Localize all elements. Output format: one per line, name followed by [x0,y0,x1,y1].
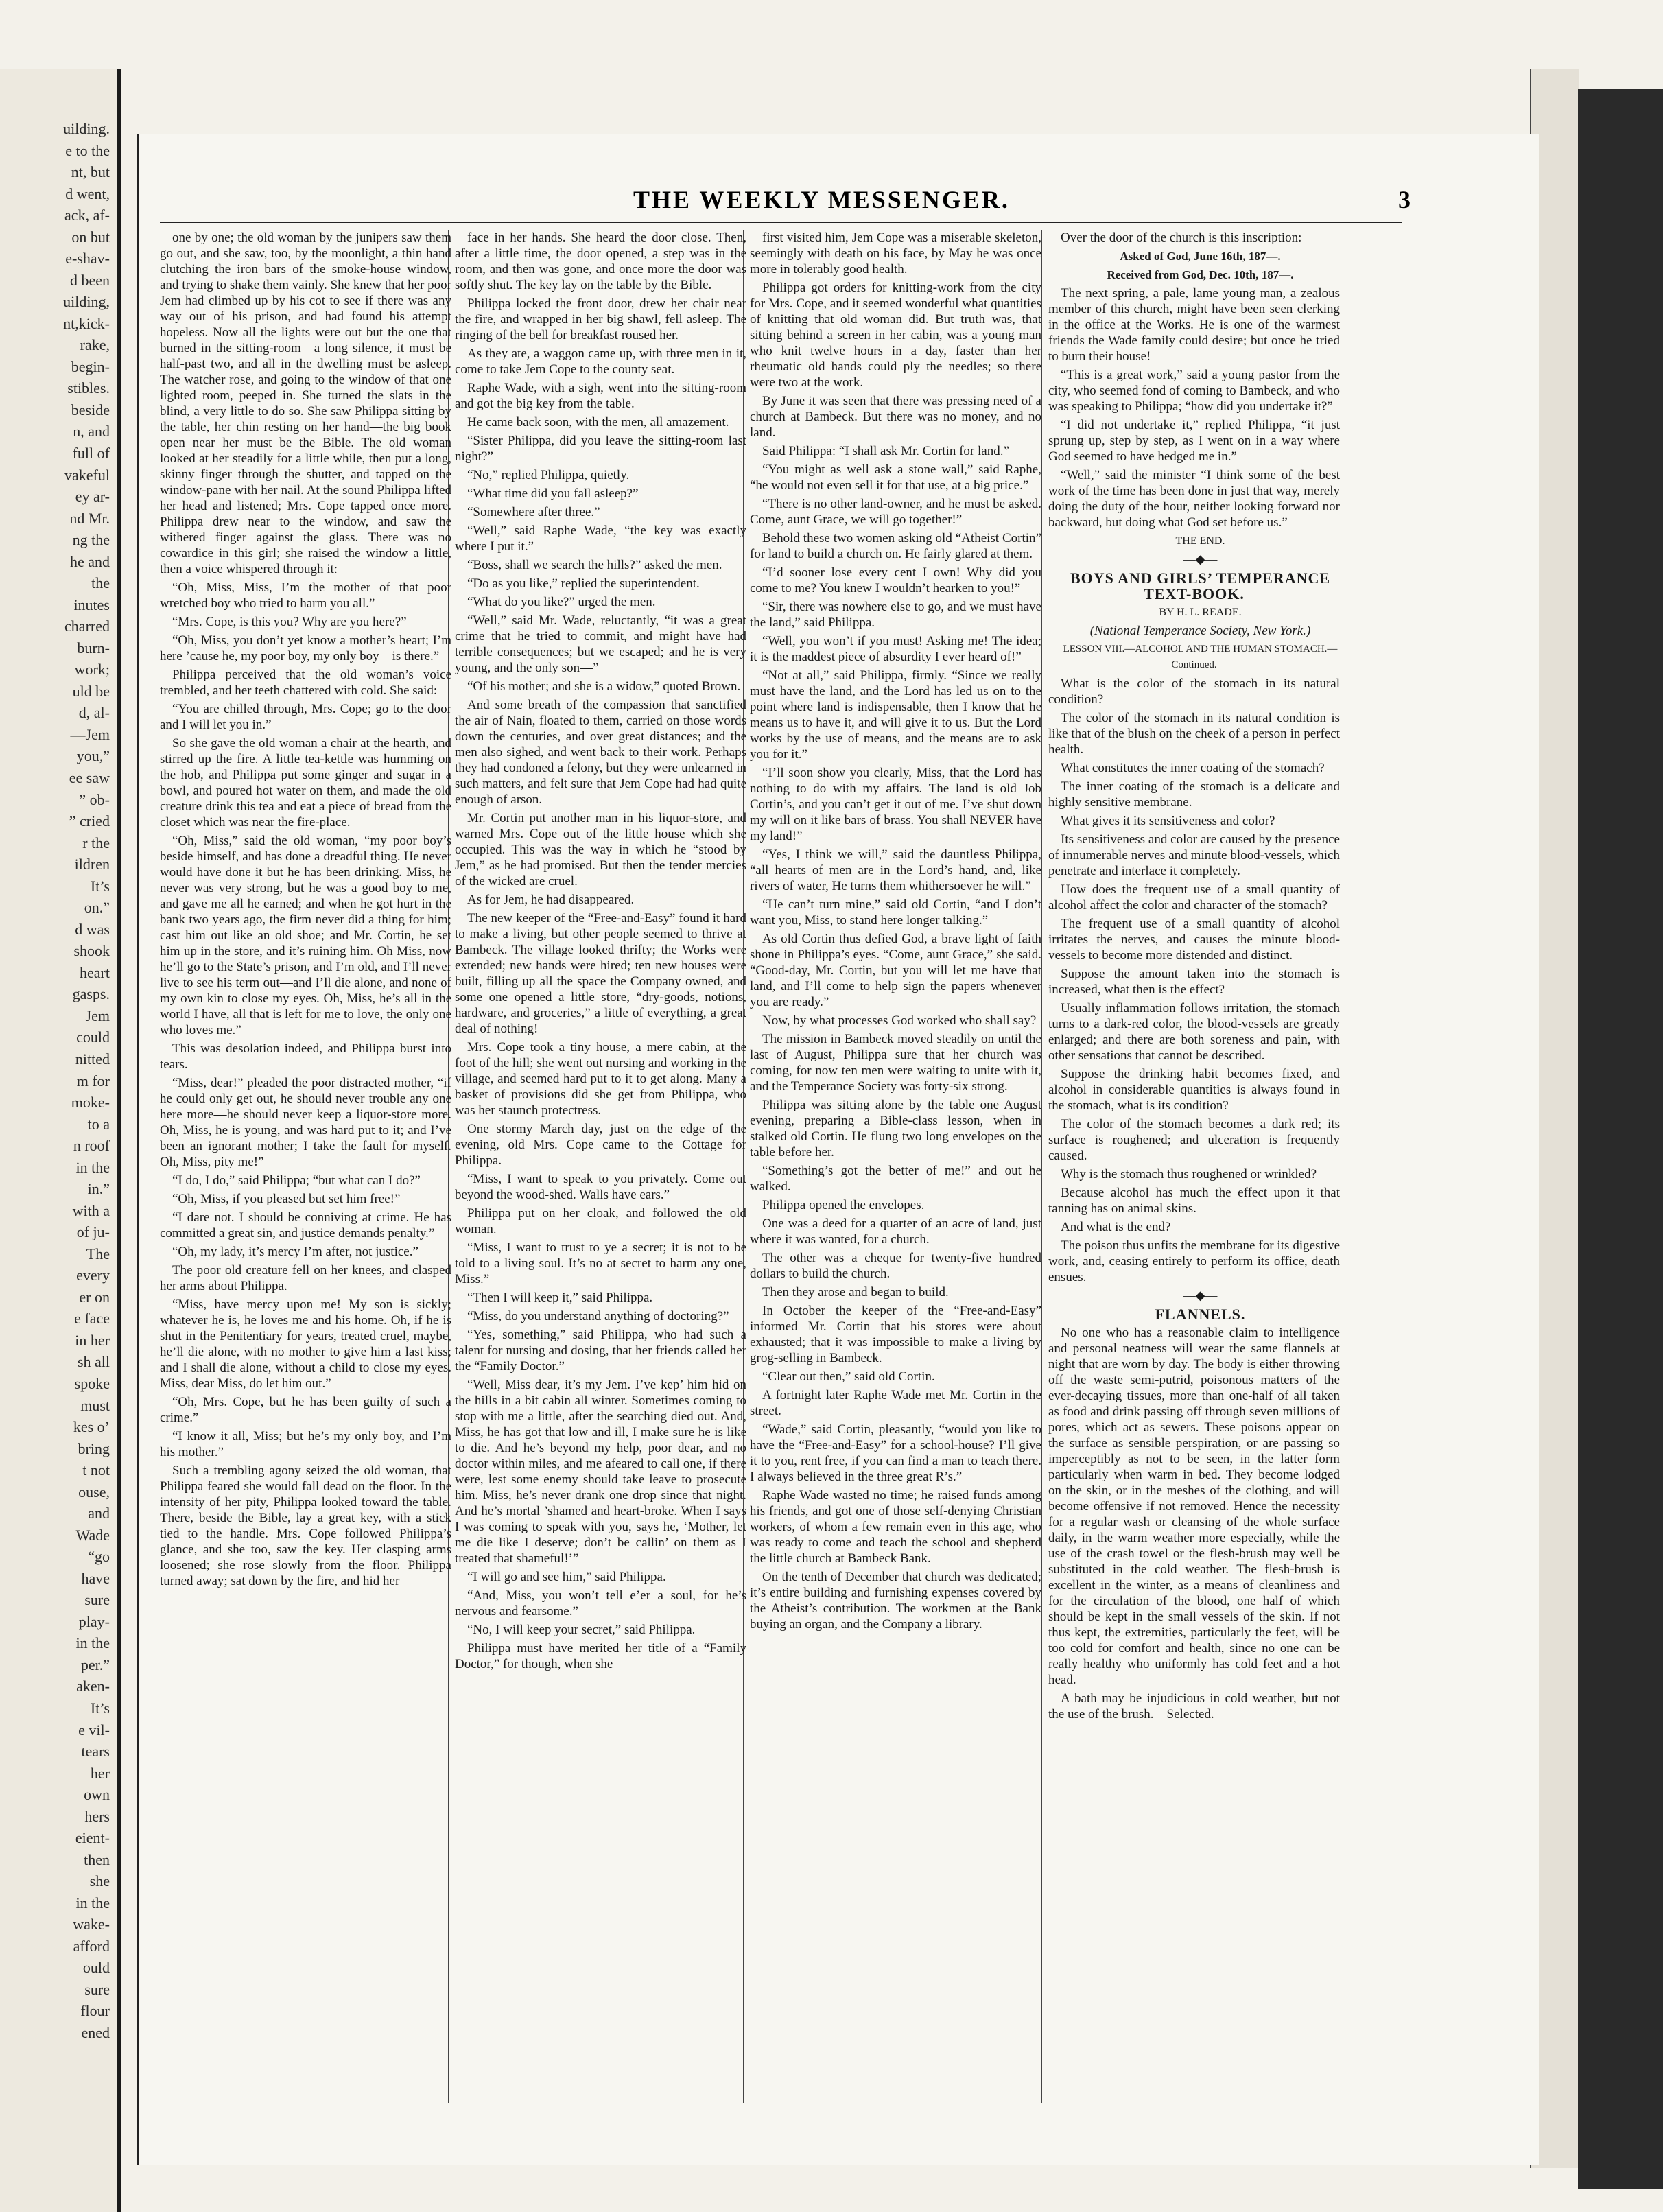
paragraph: Philippa must have merited her title of a “Family Doctor,” for though, when she [455,1641,746,1671]
paragraph: The next spring, a pale, lame young man, a zealous member of this church, might have been seen clerking in the office at the Works. He is one of the warmest friends the Wade family could desire; but once he tried to burn their house! [1048,286,1340,364]
paragraph: He came back soon, with the men, all amazement. [467,415,729,430]
strip-word: and [88,1505,110,1522]
paragraph: What gives it its sensitiveness and color? [1061,814,1275,828]
paragraph: The mission in Bambeck moved steadily on until the last of August, Philippa sure that her church was coming, for now ten men were waiting to unite with it, and the Temperance Society was forty-six strong. [750,1032,1041,1094]
strip-word: wake- [73,1916,110,1933]
strip-word: afford [73,1938,110,1955]
strip-word: It’s [90,878,110,895]
paragraph: “Not at all,” said Philippa, firmly. “Since we really must have the land, and the Lord has led us on to the point where land is indispensable, then I know that he means us to have it, and will give it to us. But the Lord works by the use of means, and the means are to ask you for it.” [750,668,1041,762]
paragraph: “Then I will keep it,” said Philippa. [467,1291,653,1305]
masthead [139,185,1539,213]
strip-word: the [91,574,110,591]
strip-word: to a [87,1116,110,1133]
strip-word: she [89,1872,110,1890]
strip-word: in.” [87,1180,110,1197]
strip-word: d, al- [78,704,110,721]
strip-word: play- [78,1613,110,1630]
paragraph: A fortnight later Raphe Wade met Mr. Cortin in the street. [750,1388,1041,1418]
strip-word: bring [78,1440,110,1457]
paragraph: “I dare not. I should be conniving at crime. He has committed a great sin, and justice demands penalty.” [160,1210,451,1240]
strip-word: tears [81,1743,110,1760]
paragraph: The poor old creature fell on her knees, and clasped her arms about Philippa. [160,1263,451,1293]
paragraph: “I’ll soon show you clearly, Miss, that the Lord has nothing to do with my affairs. The land is old Job Cortin’s, and you can’t get it out of me. I’ve shut down my will on it like bars of brass. You shall NEVER have my land!” [750,766,1041,843]
strip-word: It’s [90,1699,110,1717]
paragraph: “You might as well ask a stone wall,” said Raphe, “he would not even sell it for that use, at a big price.” [750,462,1041,493]
paragraph: “What time did you fall asleep?” [467,486,639,501]
paragraph: As they ate, a waggon came up, with three men in it, come to take Jem Cope to the county seat. [455,346,746,377]
paragraph: As old Cortin thus defied God, a brave light of faith shone in Philippa’s eyes. “Come, aunt Grace,” she said. “Good-day, Mr. Cortin, but you will let me have that land, and I’ll come to help sign the papers whenever you are ready.” [750,932,1041,1009]
paragraph: “Mrs. Cope, is this you? Why are you here?” [172,615,407,629]
strip-word: nd Mr. [69,510,110,527]
ornament-divider: —◆— [1183,552,1218,566]
strip-word: t not [82,1461,110,1479]
paragraph: “Miss, have mercy upon me! My son is sickly; whatever he is, he loves me and his home. Oh, if he is shut in the Penitentiary for years, treated cruel, maybe, he’ll die alone, with no mother to give him a last kiss; and I shall die alone, without a child to close my eyes. Miss, dear Miss, do let him out.” [160,1297,451,1391]
paragraph: “Sir, there was nowhere else to go, and we must have the land,” said Philippa. [750,600,1041,630]
paragraph: Suppose the amount taken into the stomach is increased, what then is the effect? [1048,967,1340,997]
paragraph: Over the door of the church is this inscription: [1061,231,1302,245]
paragraph: “I know it all, Miss; but he’s my only boy, and I’m his mother.” [160,1429,451,1459]
paragraph: On the tenth of December that church was dedicated; it’s entire building and furnishing expenses covered by the Atheist’s contribution. The workmen at the Bank buying an organ, and the Company a library. [750,1570,1041,1632]
strip-word: ” ob- [79,791,110,808]
strip-word: Wade [75,1527,110,1544]
strip-word: every [76,1267,110,1284]
strip-word: nt,kick- [63,315,110,332]
newspaper-title: THE WEEKLY MESSENGER. [633,186,1010,213]
temperance-text [1048,676,1340,1285]
paragraph: One stormy March day, just on the edge of the evening, old Mrs. Cope came to the Cottage for Philippa. [455,1122,746,1168]
paragraph: “I will go and see him,” said Philippa. [467,1570,666,1584]
strip-word: “go [88,1548,110,1565]
strip-word: Jem [85,1007,110,1024]
paragraph: “This is a great work,” said a young pastor from the city, who seemed fond of coming to Bambeck, and who was speaking to Philippa; “how did you undertake it?” [1048,368,1340,414]
paragraph: This was desolation indeed, and Philippa burst into tears. [160,1042,451,1072]
strip-word: e vil- [78,1721,110,1739]
strip-word: in the [75,1894,110,1911]
temperance-source: (National Temperance Society, New York.) [1089,624,1311,638]
paragraph: So she gave the old woman a chair at the hearth, and stirred up the fire. A little tea-kettle was humming on the hob, and Philippa put some ginger and sugar in a bowl, and poured hot water on them, and made the old creature drink this tea and eat a piece of bread from the closet which was near the fire-place. [160,736,451,830]
paragraph: “Well, Miss dear, it’s my Jem. I’ve kep’ him hid on the hills in a bit cabin all winter. Sometimes coming to stop with me a little, after the searching died out. And, Miss, he has got that low and ill, I make sure he is like to die. And he’s beyond my help, poor dear, and no doctor within miles, and me afeared to call one, if there were, lest some enemy should take leave to prosecute him. Miss, he’s never drank one drop since that night. And he’s mortal ’shamed and heart-broke. When I says I was coming to speak with you, says he, ‘Mother, let me die like I deserve; don’t be callin’ on them as I treated that shameful!’” [455,1378,746,1566]
paragraph: The poison thus unfits the membrane for its digestive work, and, ceasing entirely to perform its office, death ensues. [1048,1238,1340,1284]
strip-word: er on [79,1289,110,1306]
paragraph: What is the color of the stomach in its natural condition? [1048,676,1340,707]
inscription-line-2: Received from God, Dec. 10th, 187—. [1107,268,1294,281]
paragraph: “Clear out then,” said old Cortin. [762,1369,935,1384]
strip-word: stibles. [67,379,110,397]
strip-word: moke- [71,1094,110,1111]
strip-word: sh all [77,1353,110,1370]
newspaper-page [137,134,1539,2165]
paragraph: “Well, you won’t if you must! Asking me! The idea; it is the maddest piece of absurdity I ever heard of!” [750,634,1041,664]
paragraph: “Oh, Miss, if you pleased but set him free!” [172,1192,401,1206]
strip-word: then [84,1851,110,1868]
paragraph: “Do as you like,” replied the superintendent. [467,576,700,591]
strip-word: sure [84,1591,110,1608]
strip-word: own [84,1786,110,1803]
paragraph: “I’d sooner lose every cent I own! Why did you come to me? You knew I wouldn’t hearken to you!” [750,565,1041,596]
strip-word: d been [69,272,110,289]
strip-word: kes o’ [73,1418,110,1435]
strip-word: on.” [84,899,110,916]
strip-word: ouse, [78,1483,110,1501]
paragraph: “Oh, Miss,” said the old woman, “my poor boy’s beside himself, and has done a dreadful thing. He never would have done it but he has been drinking. Miss, he never was very strong, but he was a good boy to me, and gave me all he earned; and when he got hurt in the bank two years ago, the firm never did a thing for him; cast him out like an old shoe; and Mr. Cortin, he set him up in the store, and it’s ruining him. Oh Miss, now he’ll go to the State’s prison, and I’m old, and I’ll never live to see his term out—and I’ll die alone, and none of my own kin to close my eyes. Oh, Miss, he’s all in the world I have, all that is left for me to love, the only one who loves me.” [160,834,451,1037]
paragraph: Said Philippa: “I shall ask Mr. Cortin for land.” [762,444,1009,458]
paragraph: “Miss, do you understand anything of doctoring?” [467,1309,729,1323]
strip-word: uilding, [63,293,110,310]
flannels-heading: FLANNELS. [1155,1306,1246,1323]
paragraph: “Well,” said Mr. Wade, reluctantly, “it was a great crime that he tried to commit, and might have had terrible consequences; but we escaped; and he is very young, and the only son—” [455,613,746,675]
adjacent-page-strip [0,69,121,2212]
paragraph: Philippa got orders for knitting-work from the city for Mrs. Cope, and it seemed wonderful what quantities of knitting that old woman did. But truth was, that sitting behind a screen in her cabin, was a young man who knit twelve hours in a day, faster than her rheumatic old hands could ply the needles; so there were two at the work. [750,281,1041,390]
paragraph: “Yes, I think we will,” said the dauntless Philippa, “all hearts of men are in the Lord’s hand, and, like rivers of water, He turns them whithersoever he will.” [750,847,1041,893]
paragraph: As for Jem, he had disappeared. [467,893,635,907]
paragraph: Mrs. Cope took a tiny house, a mere cabin, at the foot of the hill; she went out nursing and working in the village, and seemed hard put to it to get along. Many a basket of provisions did she get from Philippa, who was her staunch protectress. [455,1040,746,1118]
paragraph: Behold these two women asking old “Atheist Cortin” for land to build a church on. He fairly glared at them. [750,531,1041,561]
paragraph: A bath may be injudicious in cold weather, but not the use of the brush.—Selected. [1048,1691,1340,1721]
paragraph: “Boss, shall we search the hills?” asked the men. [467,558,722,572]
paragraph: face in her hands. She heard the door close. Then, after a little time, the door opened, a step was in the room, and then was gone, and once more the door was softly shut. The key lay on the table by the Bible. [455,231,746,292]
strip-word: have [81,1570,110,1587]
paragraph: “Miss, I want to speak to you privately. Come out beyond the wood-shed. Walls have ears.” [455,1172,746,1202]
temperance-lesson: LESSON VIII.—ALCOHOL AND THE HUMAN STOMACH.—Continued. [1063,644,1338,670]
strip-word: must [80,1397,110,1414]
paragraph: “Well,” said Raphe Wade, “the key was exactly where I put it.” [455,523,746,554]
paragraph: The new keeper of the “Free-and-Easy” found it hard to make a living, but other people seemed to thrive at Bambeck. The village looked thrifty; the Works were extended; new hands were hired; ten new houses were built, filling up all the space the Company owned, and some one opened a little store, “dry-goods, notions, hardware, and groceries,” a little of everything, a great deal of nothing! [455,911,746,1036]
paragraph: “Well,” said the minister “I think some of the best work of the time has been done in just that way, merely doing the duty of the hour, neither looking forward nor backward, but doing what God set before us.” [1048,468,1340,530]
paragraph: “Yes, something,” said Philippa, who had such a talent for nursing and dosing, that her friends called her the “Family Doctor.” [455,1328,746,1374]
paragraph: Philippa perceived that the old woman’s voice trembled, and her teeth chattered with cold. She said: [160,668,451,698]
strip-word: he and [69,553,110,570]
paragraph: “Miss, I want to trust to ye a secret; it is not to be told to a living soul. It’s no at secret to harm any one, Miss.” [455,1240,746,1286]
column-1 [160,230,451,1592]
paragraph: “Sister Philippa, did you leave the sitting-room last night?” [455,434,746,464]
strip-word: with a [72,1202,110,1219]
strip-word: n roof [73,1137,110,1154]
paragraph: first visited him, Jem Cope was a miserable skeleton, seemingly with death on his face, by May he was once more in tolerably good health. [750,231,1041,276]
strip-word: begin- [71,358,110,375]
strip-word: on but [71,228,110,246]
strip-word: ack, af- [64,207,110,224]
paragraph: Philippa was sitting alone by the table one August evening, preparing a Bible-class lesson, when in stalked old Cortin. He flung two long envelopes on the table before her. [750,1098,1041,1160]
paragraph: “Oh, Miss, you don’t yet know a mother’s heart; I’m here ’cause he, my poor boy, my only boy—is there.” [160,633,451,663]
strip-word: her [90,1765,110,1782]
paragraph: “Oh, Mrs. Cope, but he has been guilty of such a crime.” [160,1395,451,1425]
strip-word: nt, but [71,163,110,180]
paragraph: Philippa opened the envelopes. [762,1198,925,1212]
paragraph: Mr. Cortin put another man in his liquor-store, and warned Mrs. Cope out of the little house which she occupied. This was the way in which he “stood by Jem,” as he had promised. But then the tender mercies of the wicked are cruel. [455,811,746,889]
strip-word: full of [72,445,110,462]
temperance-heading: BOYS AND GIRLS’ TEMPERANCE TEXT-BOOK. [1070,569,1331,602]
paragraph: The inner coating of the stomach is a delicate and highly sensitive membrane. [1048,779,1340,810]
strip-word: uld be [72,683,110,700]
strip-word: in the [75,1634,110,1651]
paragraph: “Oh, Miss, Miss, I’m the mother of that poor wretched boy who tried to harm you all.” [160,580,451,611]
paragraph: “I do, I do,” said Philippa; “but what can I do?” [172,1173,421,1188]
paragraph: “There is no other land-owner, and he must be asked. Come, aunt Grace, we will go together!” [750,497,1041,527]
strip-word: rake, [80,336,110,353]
paragraph: Usually inflammation follows irritation, the stomach turns to a dark-red color, the blood-vessels are greatly enlarged; and there are both soreness and pain, with other sensations that cannot be described. [1048,1001,1340,1063]
column-4 [1048,230,1340,1725]
strip-word: gasps. [72,985,110,1002]
strip-word: d went, [65,185,110,202]
inscription-line-1: Asked of God, June 16th, 187—. [1120,250,1281,263]
paragraph: The color of the stomach becomes a dark red; its surface is roughened; and ulceration is frequently caused. [1048,1117,1340,1163]
column-3 [750,230,1041,1635]
strip-word: e face [74,1310,110,1327]
strip-word: spoke [74,1375,110,1392]
strip-word: uilding. [63,120,110,137]
paragraph: “Oh, my lady, it’s mercy I’m after, not justice.” [172,1245,418,1259]
paragraph: “And, Miss, you won’t tell e’er a soul, for he’s nervous and fearsome.” [455,1588,746,1619]
strip-word: —Jem [70,726,110,743]
paragraph: “Wade,” said Cortin, pleasantly, “would you like to have the “Free-and-Easy” for a school-house? I’ll give it to you, rent free, if you can find a man to teach there. I always believed in the three great R’s.” [750,1422,1041,1484]
paragraph: “Of his mother; and she is a widow,” quoted Brown. [467,679,741,694]
strip-word: hers [84,1808,110,1825]
paragraph: Then they arose and began to build. [762,1285,949,1299]
strip-word: of ju- [76,1223,110,1240]
strip-word: aken- [76,1678,110,1695]
paragraph: Because alcohol has much the effect upon it that tanning has on animal skins. [1048,1186,1340,1216]
paragraph: In October the keeper of the “Free-and-Easy” informed Mr. Cortin that his stores were about exhausted; that it was impossible to make a living by grog-selling in Bambeck. [750,1304,1041,1365]
strip-word: in the [75,1159,110,1176]
strip-word: eient- [75,1829,110,1846]
strip-word: heart [80,964,110,981]
paragraph: Raphe Wade wasted no time; he raised funds among his friends, and got one of those self-denying Christian workers, of whom a few remain even in this age, who was ready to come and teach the school and shepherd the little church at Bambeck Bank. [750,1488,1041,1566]
paragraph: Philippa put on her cloak, and followed the old woman. [455,1206,746,1236]
strip-word: you,” [76,747,110,764]
paragraph: What constitutes the inner coating of the stomach? [1061,761,1325,775]
strip-word: n, and [73,423,110,440]
paragraph: Philippa locked the front door, drew her chair near the fire, and wrapped in her big shawl, fell asleep. The ringing of the bell for breakfast roused her. [455,296,746,342]
strip-word: ould [82,1959,110,1976]
paragraph: How does the frequent use of a small quantity of alcohol affect the color and character of the stomach? [1048,882,1340,913]
paragraph: “What do you like?” urged the men. [467,595,656,609]
strip-word: shook [73,942,110,959]
paragraph: one by one; the old woman by the junipers saw them go out, and she saw, too, by the moonlight, a thin hand clutching the iron bars of the smoke-house window, and trying to shake them vainly. She knew that her poor Jem had climbed up by his cot to see if there was any way out of his prison, and had found his attempt hopeless. Now all the lights were out but the one that burned in the sitting-room—a long silence, it must be half-past two, and all in the dwelling must be asleep. The watcher rose, and going to the window of that one lighted room, peeped in. She turned the slats in the blind, a very little to do so. She saw Philippa sitting by the table, her chin resting on her hand—the big book open near her must be the Bible. The old woman looked at her steadily for a little while, then put a long, skinny finger through the shutter, and tapped on the window-pane with her nail. At the sound Philippa lifted her head and listened; Mrs. Cope tapped once more. Philippa drew near to the window, and saw the withered finger against the glass. There was no cowardice in this girl; she raised the window a little, then a voice whispered through it: [160,231,451,576]
paragraph: Now, by what processes God worked who shall say? [762,1013,1037,1028]
page-number: 3 [1398,186,1411,213]
strip-word: m for [76,1072,110,1090]
paragraph: No one who has a reasonable claim to intelligence and personal neatness will wear the same flannels at night that are worn by day. The body is either throwing off the waste semi-putrid, poisonous matters of the ever-decaying tissues, more than one-half of all taken as food and drink passing off through seven millions of pores, which act as sewers. These poisons appear on the surface as sensible perspiration, or are passing so imperceptibly as not to be seen, in the latter form particularly when warm in bed. They become lodged on the skin, or in the meshes of the clothing, and will become offensive if not removed. Hence the necessity for a regular wash or cleansing of the whole surface daily, in the warm weather more especially, while the use of the crash towel or the flesh-brush may well be substituted in the cold weather. The flesh-brush is excellent in the winter, as a means of cleanliness and for the circulation of the blood, one half of which should be kept in the small vessels of the skin. If not thus kept, the extremities, particularly the feet, will be too cold for comfort and health, since no one can be really healthy who uniformly has cold feet and a hot head. [1048,1326,1340,1687]
paragraph: “Something’s got the better of me!” and out he walked. [750,1164,1041,1194]
story-ending [1048,230,1340,246]
strip-word: d was [75,921,110,938]
paragraph: “No, I will keep your secret,” said Philippa. [467,1623,696,1637]
strip-word: vakeful [64,467,110,484]
paragraph: “No,” replied Philippa, quietly. [467,468,630,482]
strip-word: sure [84,1981,110,1998]
strip-word: ildren [74,856,110,873]
strip-word: e-shav- [65,250,110,267]
paragraph: “He can’t turn mine,” said old Cortin, “and I don’t want you, Miss, to stand here longer talking.” [750,897,1041,928]
strip-word: ng the [72,531,110,548]
binding-edge [1578,89,1663,2189]
strip-word: r the [82,834,110,851]
paragraph: Raphe Wade, with a sigh, went into the sitting-room and got the big key from the table. [455,381,746,411]
paragraph: One was a deed for a quarter of an acre of land, just where it was wanted, for a church. [750,1216,1041,1247]
strip-word: burn- [77,639,110,657]
strip-word: charred [64,617,110,635]
strip-word: nitted [75,1050,110,1068]
column-divider [1041,230,1042,2103]
strip-word: ee saw [69,769,110,786]
paragraph: Its sensitiveness and color are caused by the presence of innumerable nerves and minute blood-vessels, which penetrate and interlace it completely. [1048,832,1340,878]
paragraph: By June it was seen that there was pressing need of a church at Bambeck. But there was no money, and no land. [750,394,1041,440]
paragraph: Suppose the drinking habit becomes fixed, and alcohol in considerable quantities is always found in the stomach, what is its condition? [1048,1067,1340,1113]
strip-word: ened [81,2024,110,2041]
paragraph: “I did not undertake it,” replied Philippa, “it just sprung up, step by step, as I went on in a way where God seemed to have hedged me in.” [1048,418,1340,464]
the-end: THE END. [1175,535,1225,547]
paragraph: “You are chilled through, Mrs. Cope; go to the door and I will let you in.” [160,702,451,732]
strip-word: beside [71,401,110,419]
story-ending-continued [1048,285,1340,530]
paragraph: Why is the stomach thus roughened or wrinkled? [1061,1167,1317,1181]
strip-word: per.” [80,1656,110,1673]
paragraph: And some breath of the compassion that sanctified the air of Nain, floated to them, carried on those words down the centuries, and over great distances; and the men also sighed, and went back to their work. Perhaps they had condoned a felony, but they were unlearned in such matters, and felt sure that Jem Cope had had quite enough of arson. [455,698,746,807]
paragraph: “Somewhere after three.” [467,505,600,519]
paragraph: Such a trembling agony seized the old woman, that Philippa feared she would fall dead on the floor. In the intensity of her pity, Philippa looked toward the table. There, beside the Bible, lay a great key, with a stick tied to the handle. Mrs. Cope followed Philippa’s glance, and she too, saw the key. Her clasping arms loosened; she rose slowly from the floor. Philippa turned away; sat down by the fire, and hid her [160,1463,451,1588]
strip-word: could [76,1028,110,1046]
paragraph: And what is the end? [1061,1220,1171,1234]
ornament-divider: —◆— [1183,1289,1218,1302]
strip-word: inutes [73,596,110,613]
strip-word: ” cried [69,812,110,830]
paragraph: The frequent use of a small quantity of alcohol irritates the nerves, and causes the minute blood-vessels to become more distended and distinct. [1048,917,1340,963]
masthead-rule [160,222,1402,223]
flannels-text [1048,1325,1340,1722]
strip-word: work; [74,661,110,678]
paragraph: The other was a cheque for twenty-five hundred dollars to build the church. [750,1251,1041,1281]
strip-word: flour [80,2002,110,2019]
paragraph: “Miss, dear!” pleaded the poor distracted mother, “if he could only get out, he should never trouble any one here more—he should never keep a liquor-store more. Oh, Miss, he is young, and was hard put to it; and I’ve been an ignorant mother; I take the fault for myself. Oh, Miss, pity me!” [160,1076,451,1169]
temperance-byline: BY H. L. READE. [1159,607,1242,618]
strip-word: The [86,1245,110,1262]
strip-word: e to the [65,142,110,159]
paragraph: The color of the stomach in its natural condition is like that of the blush on the cheek of a person in perfect health. [1048,711,1340,757]
strip-word: ey ar- [75,488,110,505]
strip-word: in her [75,1332,110,1349]
column-2 [455,230,746,1675]
